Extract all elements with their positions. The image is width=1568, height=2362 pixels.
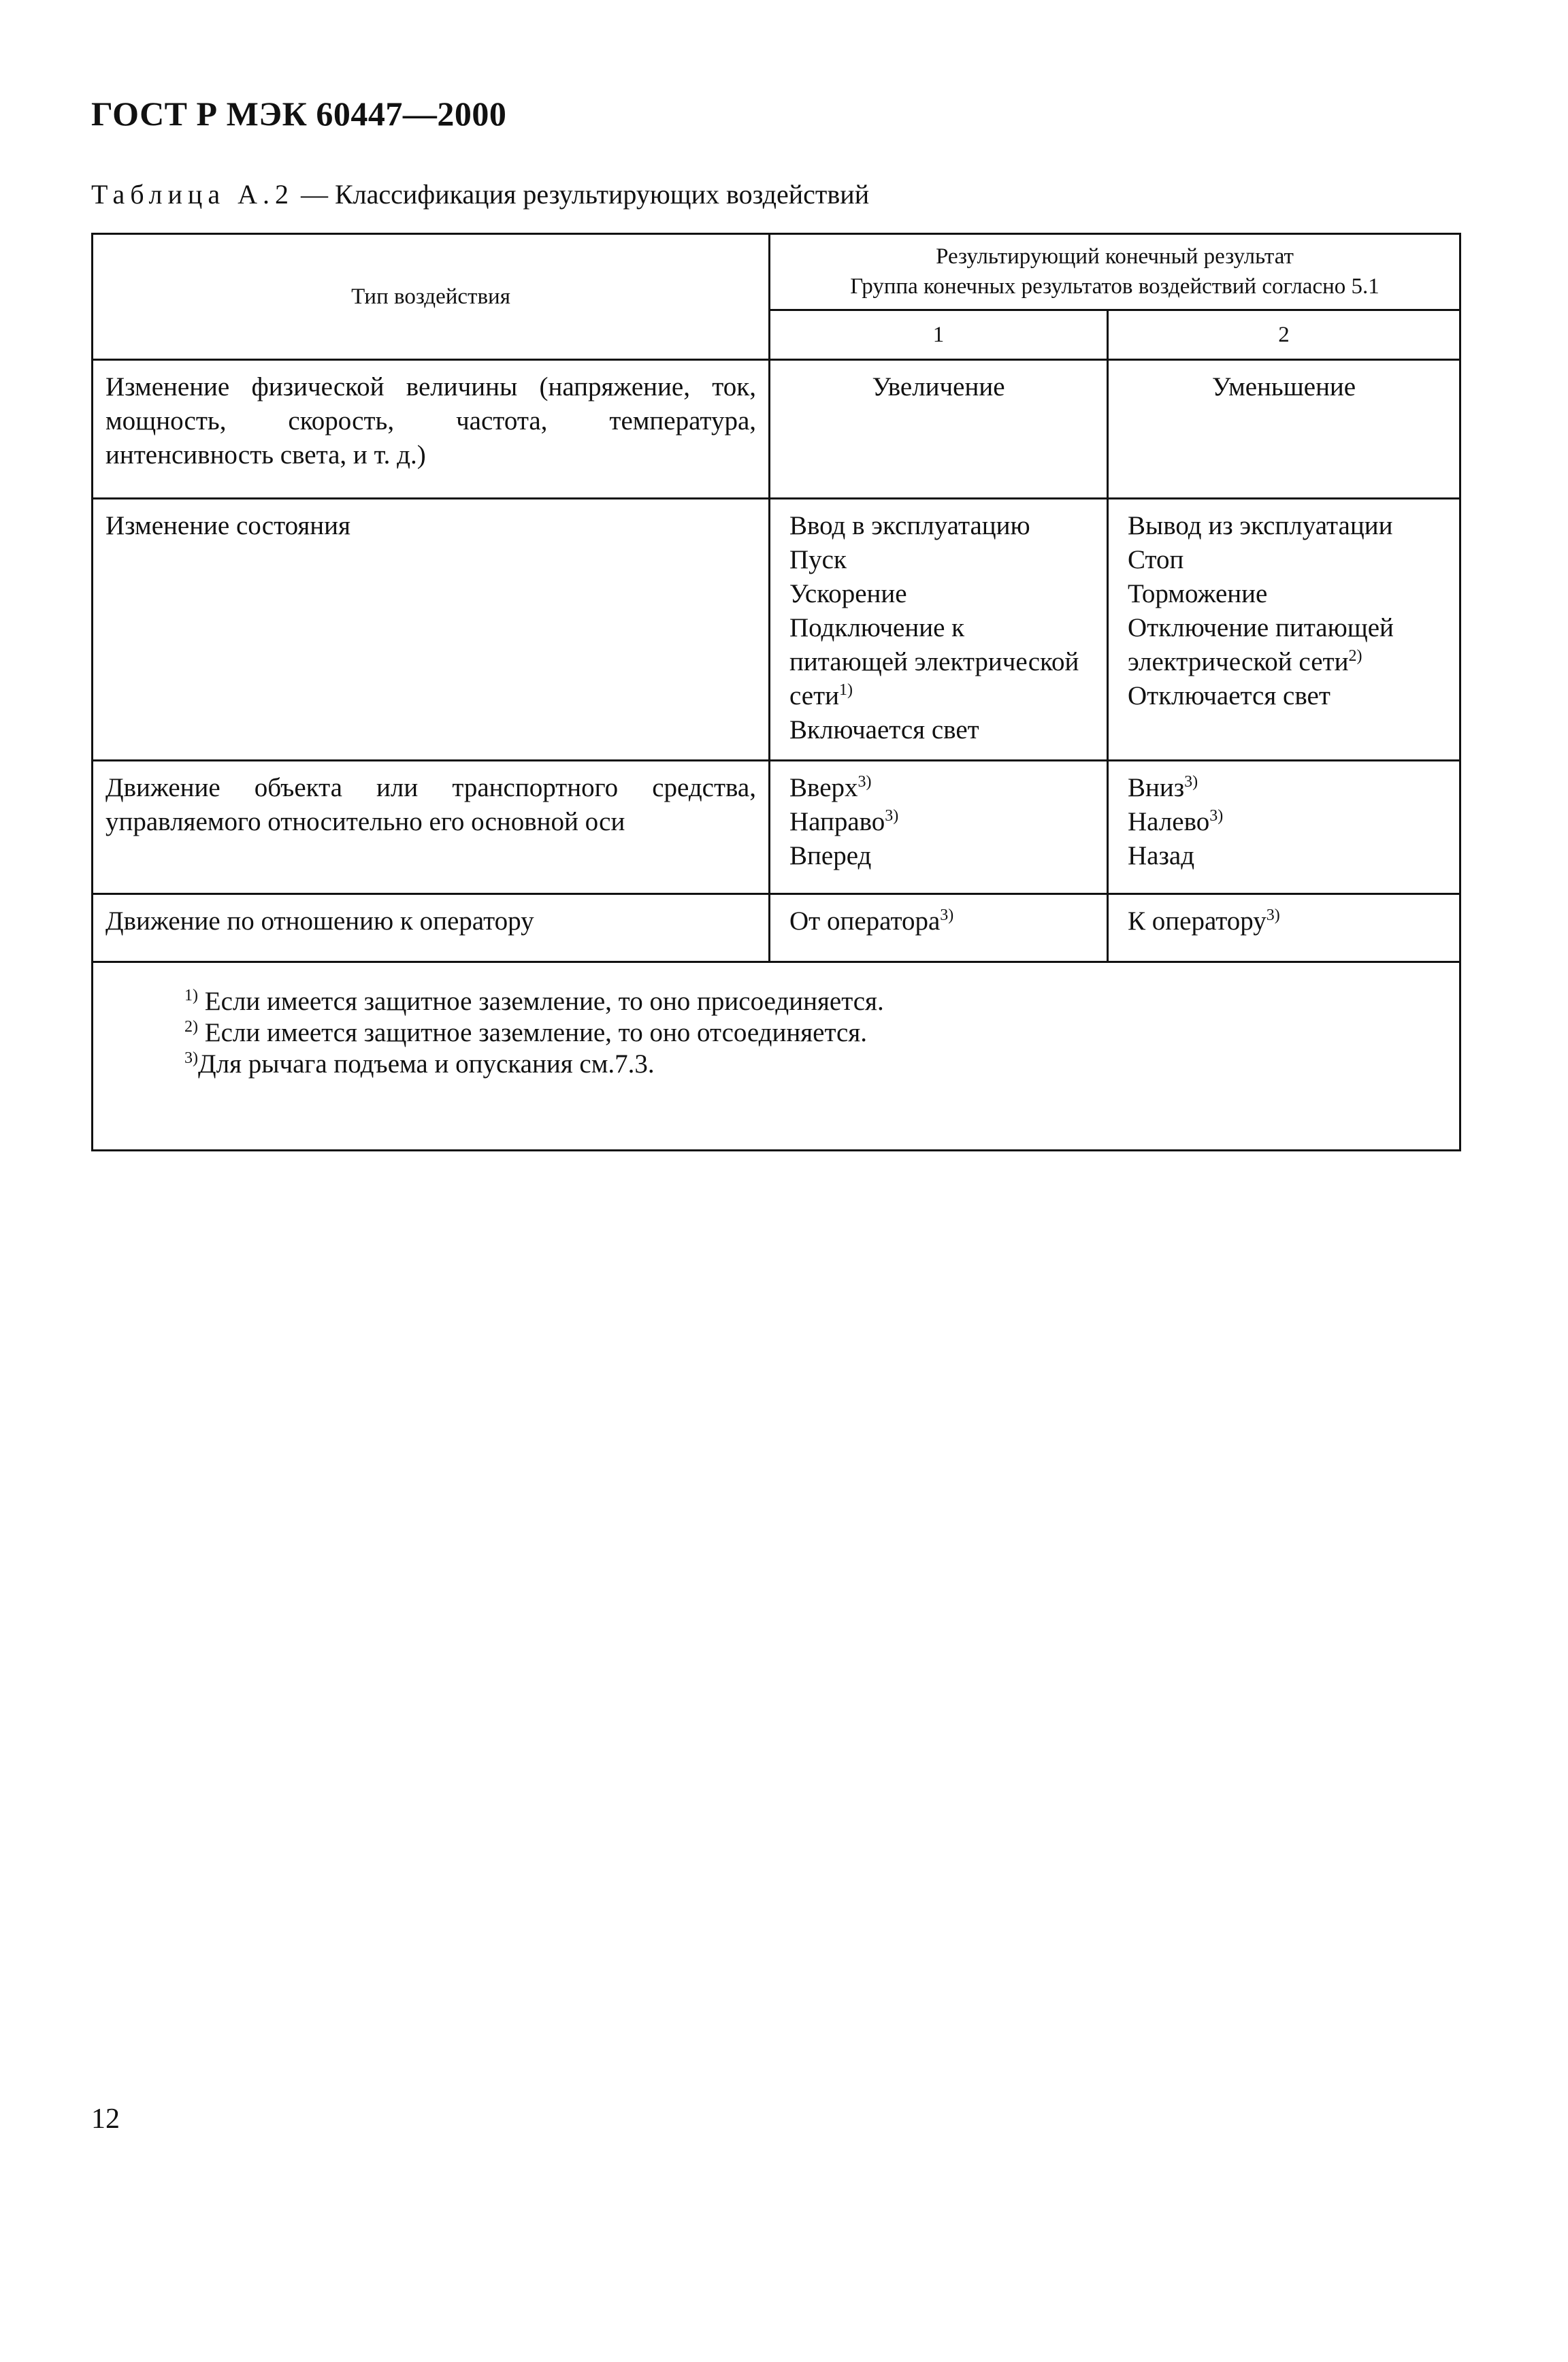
- footnote-3: [184, 1049, 1459, 1080]
- group2-value-text: Налево: [1128, 807, 1210, 836]
- group-number-1: 1: [770, 310, 1108, 359]
- group1-value-text: Вверх: [789, 773, 858, 802]
- footnote-text: Для рычага подъема и опускания см.7.3.: [198, 1049, 655, 1079]
- group1-value: Ускорение: [789, 579, 907, 608]
- group2-value: [1128, 805, 1440, 839]
- group1-value: Увеличение: [872, 372, 1005, 401]
- group2-cell: [1108, 360, 1460, 499]
- row-type-cell: Движение объекта или транспортного средства, управляемого относительно его основной оси: [93, 761, 770, 894]
- footnote-ref: 3): [885, 807, 899, 825]
- table-caption-dash: —: [293, 179, 335, 210]
- footnote-ref: 2): [1348, 647, 1362, 665]
- group1-value-text: От оператора: [789, 906, 941, 936]
- table-caption-title: Классификация результирующих воздействий: [334, 179, 870, 210]
- footnote-mark: 3): [184, 1049, 198, 1067]
- group1-value: Вперед: [789, 841, 872, 870]
- row-type-cell: Движение по отношению к оператору: [93, 894, 770, 962]
- page-number: 12: [91, 2103, 120, 2135]
- group2-value: Вывод из эксплуатации: [1128, 511, 1393, 540]
- group2-value: [1128, 611, 1440, 679]
- group1-value: [789, 611, 1088, 713]
- footnote-2: [184, 1017, 1459, 1049]
- footnotes-row: [93, 962, 1460, 1151]
- column-header-result-line2: Группа конечных результатов воздействий согласно 5.1: [850, 274, 1379, 299]
- group1-value: [789, 904, 1088, 938]
- group2-value: Отключается свет: [1128, 681, 1330, 710]
- group1-value: Ввод в эксплуатацию: [789, 511, 1030, 540]
- group1-value: [789, 805, 1088, 839]
- footnote-ref: 3): [940, 906, 954, 924]
- group2-value: Назад: [1128, 841, 1195, 870]
- table-caption-label: Таблица А.2: [91, 179, 294, 210]
- group1-cell: [770, 360, 1108, 499]
- footnote-ref: 3): [1184, 773, 1198, 791]
- classification-table: [91, 233, 1461, 1151]
- footnote-ref: 3): [858, 773, 872, 791]
- table-row: [93, 761, 1460, 894]
- row-type-cell: Изменение состояния: [93, 499, 770, 761]
- group2-cell: [1108, 761, 1460, 894]
- group1-value: Пуск: [789, 545, 847, 574]
- group-number-2: 2: [1108, 310, 1460, 359]
- table-row: [93, 499, 1460, 761]
- document-header: ГОСТ Р МЭК 60447—2000: [91, 95, 507, 133]
- group2-value: [1128, 904, 1440, 938]
- column-header-type: Тип воздействия: [93, 234, 770, 360]
- footnote-ref: 3): [1209, 807, 1224, 825]
- group2-value: Стоп: [1128, 545, 1184, 574]
- group1-cell: [770, 894, 1108, 962]
- group2-value-text: К оператору: [1128, 906, 1267, 936]
- group2-value: [1128, 771, 1440, 805]
- table-caption: [91, 178, 869, 210]
- table-row: [93, 360, 1460, 499]
- footnote-mark: 2): [184, 1018, 198, 1036]
- column-header-result: [770, 234, 1460, 310]
- group2-value-text: Отключение питающей электрической сети: [1128, 613, 1394, 676]
- footnote-mark: 1): [184, 987, 198, 1004]
- footnote-text: Если имеется защитное заземление, то оно отсоединяется.: [204, 1018, 867, 1047]
- group1-value-text: Подключение к питающей электрической сети: [789, 613, 1079, 710]
- group1-cell: [770, 499, 1108, 761]
- group2-value: Уменьшение: [1211, 372, 1356, 401]
- group1-value: [789, 771, 1088, 805]
- footnotes-cell: [93, 962, 1460, 1151]
- footnote-ref: 1): [839, 681, 853, 699]
- group2-value: Торможение: [1128, 579, 1268, 608]
- group2-cell: [1108, 499, 1460, 761]
- group2-cell: [1108, 894, 1460, 962]
- column-header-result-line1: Результирующий конечный результат: [936, 244, 1294, 269]
- group1-value: Включается свет: [789, 715, 979, 744]
- footnote-text: Если имеется защитное заземление, то оно присоединяется.: [204, 987, 884, 1016]
- row-type-cell: Изменение физической величины (напряжение, ток, мощность, скорость, частота, температура, интенсивность света, и т. д.): [93, 360, 770, 499]
- group1-cell: [770, 761, 1108, 894]
- footnote-1: [184, 986, 1459, 1017]
- footnote-ref: 3): [1266, 906, 1280, 924]
- table-row: [93, 894, 1460, 962]
- group1-value-text: Направо: [789, 807, 885, 836]
- group2-value-text: Вниз: [1128, 773, 1185, 802]
